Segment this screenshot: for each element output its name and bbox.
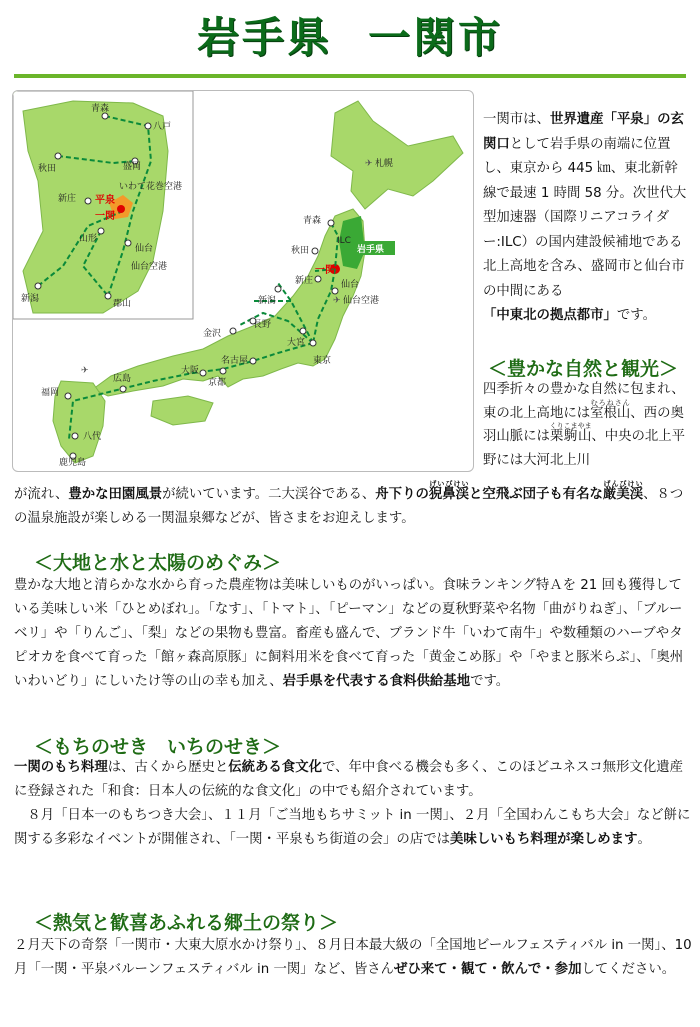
svg-text:福岡: 福岡 [41, 388, 60, 398]
svg-text:名古屋: 名古屋 [221, 356, 249, 366]
svg-text:青森: 青森 [303, 216, 322, 226]
svg-text:郡山: 郡山 [113, 299, 132, 309]
inset-ichinoseki-dot [117, 205, 125, 213]
svg-text:仙台: 仙台 [135, 244, 154, 254]
svg-text:平泉: 平泉 [95, 195, 115, 206]
svg-text:一関: 一関 [315, 265, 335, 276]
svg-text:青森: 青森 [91, 104, 110, 114]
svg-text:新庄: 新庄 [295, 276, 314, 286]
page-title [0, 12, 700, 64]
svg-text:仙台空港: 仙台空港 [343, 296, 380, 306]
map-illustration [13, 91, 473, 471]
svg-text:京都: 京都 [208, 378, 227, 388]
japan-map [12, 90, 474, 472]
mochi-text: 一関のもち料理は、古くから歴史と伝統ある食文化で、年中食べる機会も多く、このほどユネスコ無形文化遺産に登録された「和食：日本人の伝統的な食文化」の中でも紹介されています。 ８月「日本一のもちつき大会」、１１月「ご当地もちサミット in 一関」、２月「全国わんこもち大会」など餅に関する多彩なイベントが開催され、「一関・平泉もち街道の会」の店では美味しいもち料理が楽しめます。 [14, 760, 691, 847]
svg-text:仙台空港: 仙台空港 [131, 262, 168, 272]
svg-text:八代: 八代 [83, 432, 102, 442]
svg-text:新潟: 新潟 [21, 294, 40, 304]
svg-text:東京: 東京 [313, 356, 332, 366]
agriculture-text: 豊かな大地と清らかな水から育った農産物は美味しいものがいっぱい。食味ランキング特Ａを 21 回も獲得している美味しい米「ひとめぼれ」。「なす」、「トマト」、「ピーマン」などの夏秋野菜や名物「曲がりねぎ」、「ブルーベリ」や「りんご」、「梨」などの果物も豊富。畜産も盛んで、ブランド牛「いわて南牛」や数種類のハーブやタピオカを食べて育った「館ヶ森高原豚」に飼料用米を食べて育った「黄金こめ豚」や「やまと豚米らぶ」、「奥州いわいどり」にしいたけ等の山の幸も加え、岩手県を代表する食料供給基地です。 [14, 578, 684, 689]
svg-text:山形: 山形 [79, 234, 98, 244]
svg-text:長野: 長野 [253, 320, 272, 330]
heading-festival: ＜熱気と歓喜あふれる郷土の祭り＞ [34, 912, 339, 934]
airplane-icon: ✈ [81, 366, 89, 376]
svg-text:大宮: 大宮 [287, 338, 306, 348]
svg-text:秋田: 秋田 [291, 246, 310, 256]
svg-text:盛岡: 盛岡 [123, 162, 142, 172]
title-underline [14, 74, 686, 78]
heading-mochi: ＜もちのせき いちのせき＞ [34, 736, 282, 758]
svg-text:大阪: 大阪 [181, 366, 200, 376]
svg-text:秋田: 秋田 [38, 164, 57, 174]
intro-text: 一関市は、世界遺産「平泉」の玄関口として岩手県の南端に位置し、東京から 445 ㎞、東北新幹線で最速 1 時間 58 分。次世代大型加速器（国際リニアコライダー:ILC）の国内建設候補地である北上高地を含み、盛岡市と仙台市の中間にある「中東北の拠点都市」です。 [483, 112, 687, 323]
svg-text:一関: 一関 [95, 211, 115, 222]
svg-text:札幌: 札幌 [375, 159, 394, 169]
title-city: 一関市 [368, 13, 504, 62]
airplane-icon: ✈ [333, 296, 341, 306]
heading-nature: ＜豊かな自然と観光＞ [488, 358, 679, 380]
title-prefecture: 岩手県 [196, 13, 332, 62]
svg-text:新潟: 新潟 [258, 296, 277, 306]
svg-text:金沢: 金沢 [203, 329, 222, 339]
airplane-icon: ✈ [365, 159, 373, 169]
svg-text:広島: 広島 [113, 374, 132, 384]
nature-text-right: 四季折々の豊かな自然に包まれ、東の北上高地には室根山むろねさん、西の奥羽山脈には栗駒山くりこまやま、中央の北上平野には大河北上川 [483, 382, 686, 468]
heading-agriculture: ＜大地と水と太陽のめぐみ＞ [34, 552, 282, 574]
svg-text:仙台: 仙台 [341, 280, 360, 290]
nature-text-full: が流れ、豊かな田園風景が続いています。二大渓谷である、舟下りの猊鼻渓げいびけいと空飛ぶ団子も有名な厳美渓げんびけい、８つの温泉施設が楽しめる一関温泉郷などが、皆さまをお迎えします。 [14, 480, 684, 526]
svg-text:新庄: 新庄 [58, 194, 77, 204]
iwate-label: 岩手県 [357, 245, 385, 255]
svg-text:鹿児島: 鹿児島 [59, 458, 87, 468]
festival-text: ２月天下の奇祭「一関市・大東大原水かけ祭り」、８月日本最大級の「全国地ビールフェスティバル in 一関」、10 月「一関・平泉バルーンフェスティバル in 一関」など、皆さんぜひ来て・観て・飲んで・参加してください。 [14, 938, 692, 977]
svg-text:ILC: ILC [337, 236, 351, 246]
svg-text:八戸: 八戸 [153, 122, 172, 132]
svg-text:いわて花巻空港: いわて花巻空港 [119, 182, 183, 192]
